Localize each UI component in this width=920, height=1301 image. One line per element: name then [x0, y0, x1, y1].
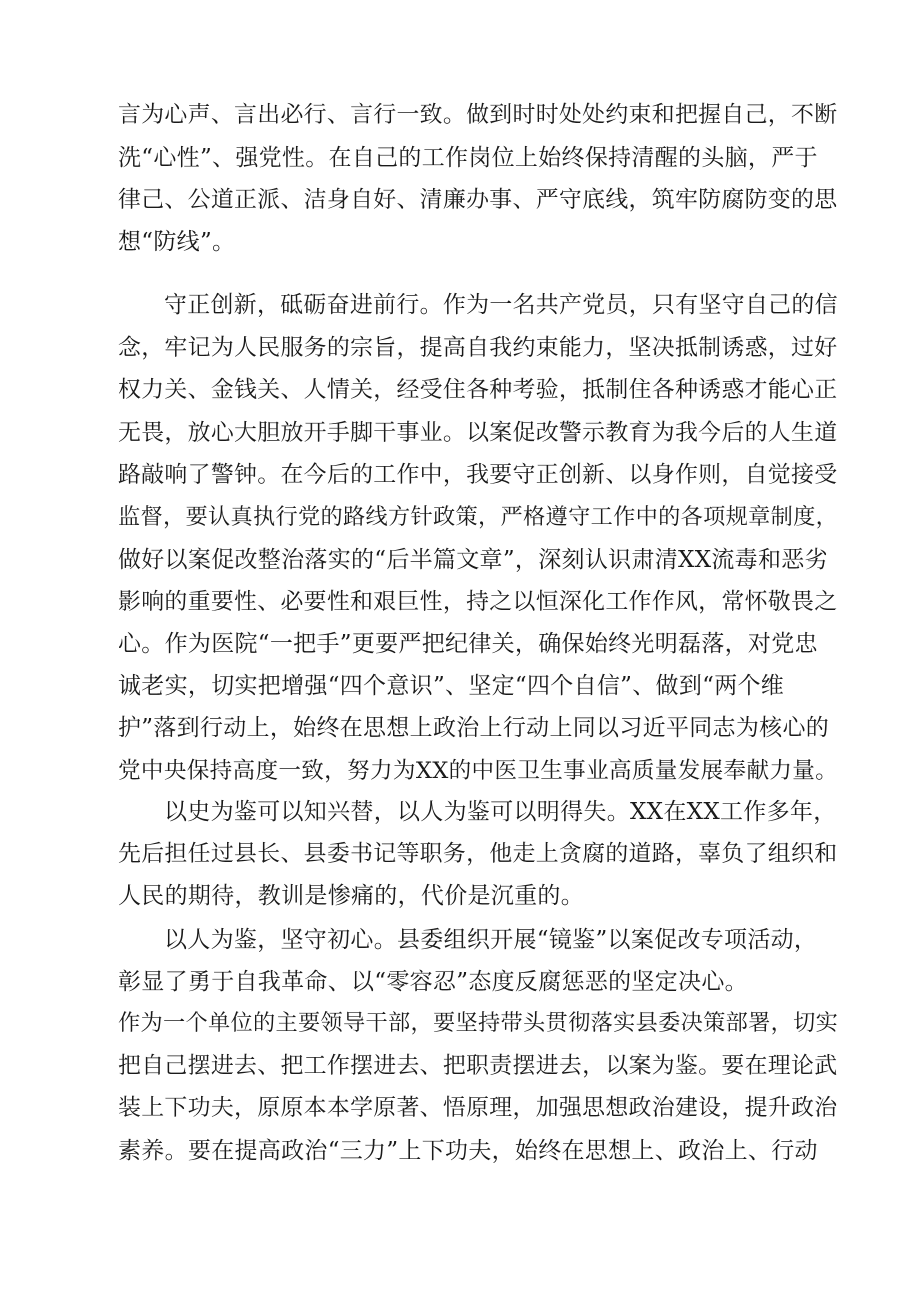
text-line: 心。作为医院“一把手”更要严把纪律关，确保始终光明磊落，对党忠: [118, 631, 818, 657]
text-line: 人民的期待，教训是惨痛的，代价是沉重的。: [118, 883, 584, 909]
text-line: 素养。要在提高政治“三力”上下功夫，始终在思想上、政治上、行动: [118, 1138, 818, 1164]
text-line: 监督，要认真执行党的路线方针政策，严格遵守工作中的各项规章制度，: [118, 504, 839, 530]
text-line: 无畏，放心大胆放开手脚干事业。以案促改警示教育为我今后的人生道: [118, 420, 838, 446]
text-line: 权力关、金钱关、人情关，经受住各种考验，抵制住各种诱惑才能心正: [118, 377, 838, 403]
text-line: 洗“心性”、强党性。在自己的工作岗位上始终保持清醒的头脑，严于: [118, 145, 818, 171]
text-line: 护”落到行动上，始终在思想上政治上行动上同以习近平同志为核心的: [118, 715, 830, 741]
text-line: 影响的重要性、必要性和艰巨性，持之以恒深化工作作风，常怀敬畏之: [118, 589, 838, 615]
text-line: 先后担任过县长、县委书记等职务，他走上贪腐的道路，辜负了组织和: [118, 841, 838, 867]
text-line: 把自己摆进去、把工作摆进去、把职责摆进去，以案为鉴。要在理论武: [118, 1053, 838, 1079]
text-line: 做好以案促改整治落实的“后半篇文章”，深刻认识肃清XX流毒和恶劣: [118, 547, 828, 573]
paragraph-first-line: 以史为鉴可以知兴替，以人为鉴可以明得失。XX在XX工作多年，: [164, 799, 837, 825]
text-line: 党中央保持高度一致，努力为XX的中医卫生事业高质量发展奉献力量。: [118, 758, 839, 784]
text-line: 装上下功夫，原原本本学原著、悟原理，加强思想政治建设，提升政治: [118, 1095, 838, 1121]
text-line: 念，牢记为人民服务的宗旨，提高自我约束能力，坚决抵制诱惑，过好: [118, 335, 838, 361]
text-line: 诚老实，切实把增强“四个意识”、坚定“四个自信”、做到“两个维: [118, 673, 785, 699]
text-line: 想“防线”。: [118, 229, 236, 255]
text-line: 路敲响了警钟。在今后的工作中，我要守正创新、以身作则，自觉接受: [118, 462, 838, 488]
paragraph-first-line: 作为一个单位的主要领导干部，要坚持带头贯彻落实县委决策部署，切实: [118, 1010, 839, 1036]
text-line: 律己、公道正派、洁身自好、清廉办事、严守底线，筑牢防腐防变的思: [118, 187, 838, 213]
text-line: 彰显了勇于自我革命、以“零容忍”态度反腐惩恶的坚定决心。: [118, 969, 748, 995]
text-line: 言为心声、言出必行、言行一致。做到时时处处约束和把握自己，不断: [118, 102, 838, 128]
paragraph-first-line: 守正创新，砥砺奋进前行。作为一名共产党员，只有坚守自己的信: [164, 292, 838, 318]
paragraph-first-line: 以人为鉴，坚守初心。县委组织开展“镜鉴”以案促改专项活动，: [164, 927, 818, 953]
